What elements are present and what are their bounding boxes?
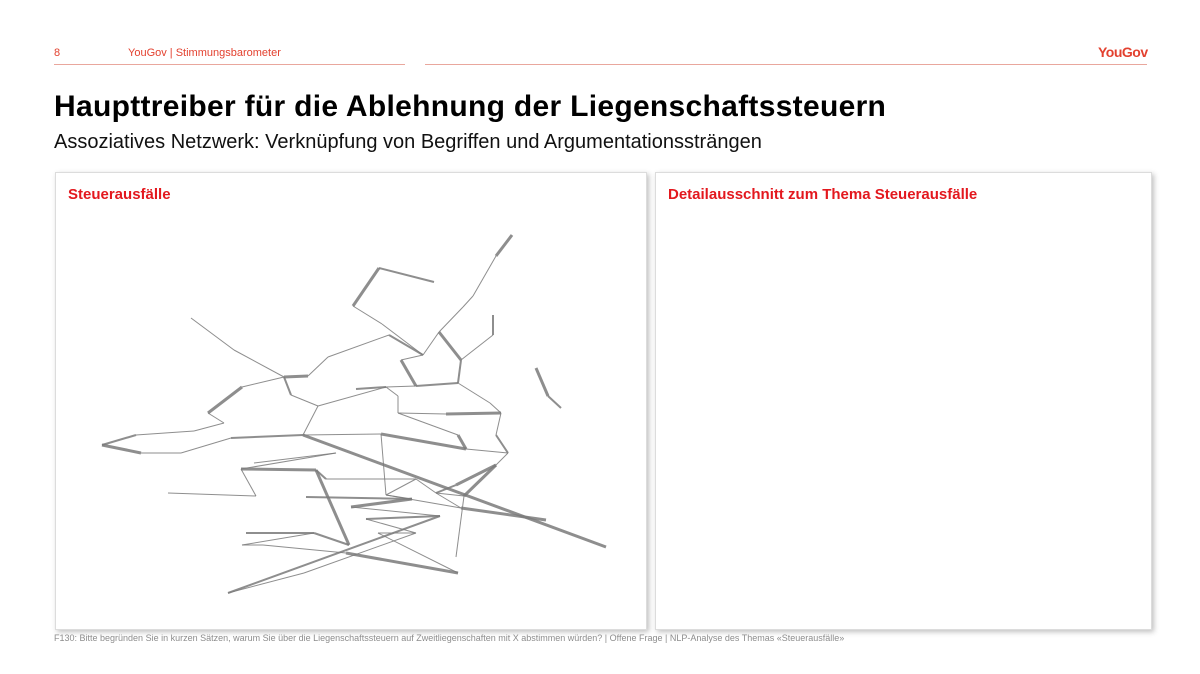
network-edge bbox=[168, 493, 256, 496]
network-edge bbox=[303, 434, 381, 435]
network-edge bbox=[208, 413, 224, 423]
network-edge bbox=[458, 360, 461, 383]
network-edge bbox=[318, 387, 386, 406]
network-edge bbox=[241, 469, 316, 470]
network-edge bbox=[536, 368, 548, 396]
network-edge bbox=[291, 395, 318, 406]
footnote: F130: Bitte begründen Sie in kurzen Sätzen, warum Sie über die Liegenschaftssteuern auf Zweitliegenschaften mit X abstimmen würden? | Offene Frage | NLP-Analyse des Themas «Steuerausfälle» bbox=[54, 633, 845, 643]
network-edge bbox=[308, 357, 328, 376]
network-edge bbox=[416, 383, 458, 386]
network-edge bbox=[386, 387, 398, 396]
network-edge bbox=[191, 318, 234, 350]
network-edge bbox=[466, 449, 508, 453]
network-edge bbox=[263, 545, 346, 553]
network-edge bbox=[242, 533, 314, 545]
network-edge bbox=[136, 431, 194, 435]
network-edge bbox=[102, 435, 136, 445]
page-title: Haupttreiber für die Ablehnung der Liegenschaftssteuern bbox=[54, 90, 887, 123]
header-divider-right bbox=[425, 64, 1147, 65]
network-edge bbox=[351, 507, 440, 516]
network-edge bbox=[328, 335, 389, 357]
network-graph-detail bbox=[656, 173, 1151, 629]
network-edge bbox=[181, 438, 231, 453]
network-edge bbox=[496, 453, 508, 465]
network-panel-right bbox=[655, 172, 1152, 630]
network-edge bbox=[456, 465, 496, 485]
network-edge bbox=[401, 360, 416, 386]
network-edge bbox=[458, 383, 490, 403]
network-edge bbox=[496, 413, 501, 435]
network-edge bbox=[389, 335, 423, 355]
network-edge bbox=[353, 268, 379, 306]
network-edge bbox=[423, 332, 439, 355]
network-edge bbox=[366, 519, 416, 533]
network-edge bbox=[401, 355, 423, 360]
network-edge bbox=[353, 306, 382, 324]
header-divider-left bbox=[54, 64, 405, 65]
panel-title-left: Steuerausfälle bbox=[68, 186, 171, 203]
network-edge bbox=[306, 497, 412, 499]
network-edge bbox=[379, 268, 434, 282]
network-edge bbox=[439, 307, 463, 332]
network-edge bbox=[473, 256, 496, 296]
network-edge bbox=[241, 453, 336, 469]
network-edge bbox=[496, 435, 508, 453]
network-edge bbox=[316, 470, 349, 545]
network-edge bbox=[234, 350, 284, 377]
yougov-logo: YouGov bbox=[1098, 44, 1148, 60]
network-edge bbox=[254, 453, 336, 463]
network-edge bbox=[228, 516, 440, 593]
network-edge bbox=[228, 573, 304, 593]
network-edge bbox=[303, 406, 318, 435]
page-subtitle: Assoziatives Netzwerk: Verknüpfung von Begriffen und Argumentationssträngen bbox=[54, 131, 762, 153]
network-edge bbox=[548, 396, 561, 408]
network-edge bbox=[439, 332, 461, 360]
network-edge bbox=[463, 296, 473, 307]
network-edge bbox=[496, 235, 512, 256]
network-graph-full bbox=[56, 173, 646, 629]
network-edge bbox=[490, 403, 501, 413]
network-edge bbox=[398, 413, 458, 435]
network-edge bbox=[242, 377, 284, 387]
network-edge bbox=[366, 516, 440, 519]
network-edge bbox=[284, 377, 291, 395]
network-edge bbox=[351, 499, 412, 507]
network-edge bbox=[446, 413, 501, 414]
network-edge bbox=[303, 435, 606, 547]
network-edge bbox=[241, 469, 256, 496]
source-label: YouGov | Stimmungsbarometer bbox=[128, 47, 281, 59]
network-edge bbox=[386, 479, 416, 495]
network-edge bbox=[386, 386, 416, 387]
network-edge bbox=[284, 376, 308, 377]
network-edge bbox=[194, 423, 224, 431]
network-edge bbox=[464, 465, 496, 496]
network-edge bbox=[102, 445, 141, 453]
network-edge bbox=[208, 387, 242, 413]
network-edge bbox=[461, 335, 493, 360]
network-edge bbox=[346, 553, 458, 573]
network-edge bbox=[304, 533, 416, 573]
network-edge bbox=[231, 435, 303, 438]
network-panel-left bbox=[55, 172, 647, 630]
network-edge bbox=[398, 413, 446, 414]
page-number: 8 bbox=[54, 47, 61, 59]
network-edge bbox=[381, 434, 466, 449]
panel-title-right: Detailausschnitt zum Thema Steuerausfälle bbox=[668, 186, 978, 203]
